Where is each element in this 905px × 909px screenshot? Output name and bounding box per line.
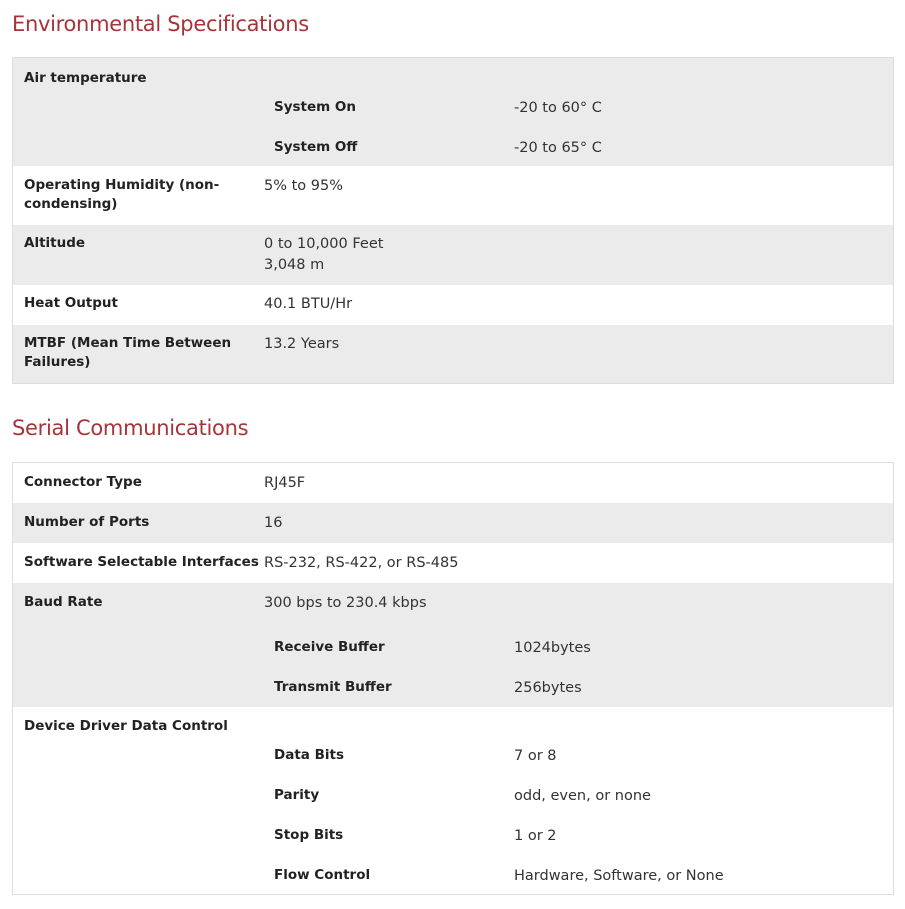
flow-control-value: Hardware, Software, or None [514,868,724,884]
system-on-label: System On [274,99,357,115]
heat-output-row [13,285,893,325]
parity-label: Parity [274,787,320,803]
heat-output-label: Heat Output [24,295,118,311]
altitude-label: Altitude [24,235,86,251]
humidity-label-line1: Operating Humidity (non- [24,177,220,193]
data-bits-value: 7 or 8 [514,748,557,764]
mtbf-row [13,325,893,383]
interfaces-label: Software Selectable Interfaces [24,554,259,570]
number-of-ports-value: 16 [264,515,283,531]
heat-output-value: 40.1 BTU/Hr [264,296,353,312]
system-off-value: -20 to 65° C [514,140,602,156]
environmental-spec-table [12,57,894,384]
baud-rate-label: Baud Rate [24,594,103,610]
humidity-value: 5% to 95% [264,178,344,194]
mtbf-value: 13.2 Years [264,336,340,352]
humidity-row [13,166,893,225]
mtbf-label [24,334,259,372]
serial-spec-table [12,462,894,895]
altitude-value-line2: 3,048 m [264,257,325,273]
humidity-label [24,176,259,214]
flow-control-label: Flow Control [274,867,371,883]
transmit-buffer-value: 256bytes [514,680,582,696]
data-bits-label: Data Bits [274,747,344,763]
receive-buffer-value: 1024bytes [514,640,591,656]
mtbf-label-line2: Failures) [24,354,91,370]
data-control-label: Device Driver Data Control [24,718,228,734]
interfaces-row [13,543,893,583]
altitude-row [13,225,893,285]
baud-rate-value: 300 bps to 230.4 kbps [264,595,427,611]
serial-section-title: Serial Communications [12,416,249,440]
receive-buffer-label: Receive Buffer [274,639,385,655]
baud-rate-row [13,583,893,707]
altitude-value [264,234,864,276]
stop-bits-label: Stop Bits [274,827,344,843]
interfaces-value: RS-232, RS-422, or RS-485 [264,555,459,571]
parity-value: odd, even, or none [514,788,651,804]
connector-type-value: RJ45F [264,475,306,491]
air-temperature-label: Air temperature [24,70,147,86]
humidity-label-line2: condensing) [24,196,118,212]
transmit-buffer-label: Transmit Buffer [274,679,392,695]
stop-bits-value: 1 or 2 [514,828,557,844]
mtbf-label-line1: MTBF (Mean Time Between [24,335,232,351]
environmental-section-title: Environmental Specifications [12,12,309,36]
data-control-row [13,707,893,894]
connector-type-label: Connector Type [24,474,142,490]
number-of-ports-label: Number of Ports [24,514,150,530]
system-off-label: System Off [274,139,358,155]
system-on-value: -20 to 60° C [514,100,602,116]
altitude-value-line1: 0 to 10,000 Feet [264,236,384,252]
number-of-ports-row [13,503,893,543]
air-temperature-row [13,58,893,166]
connector-type-row [13,463,893,503]
